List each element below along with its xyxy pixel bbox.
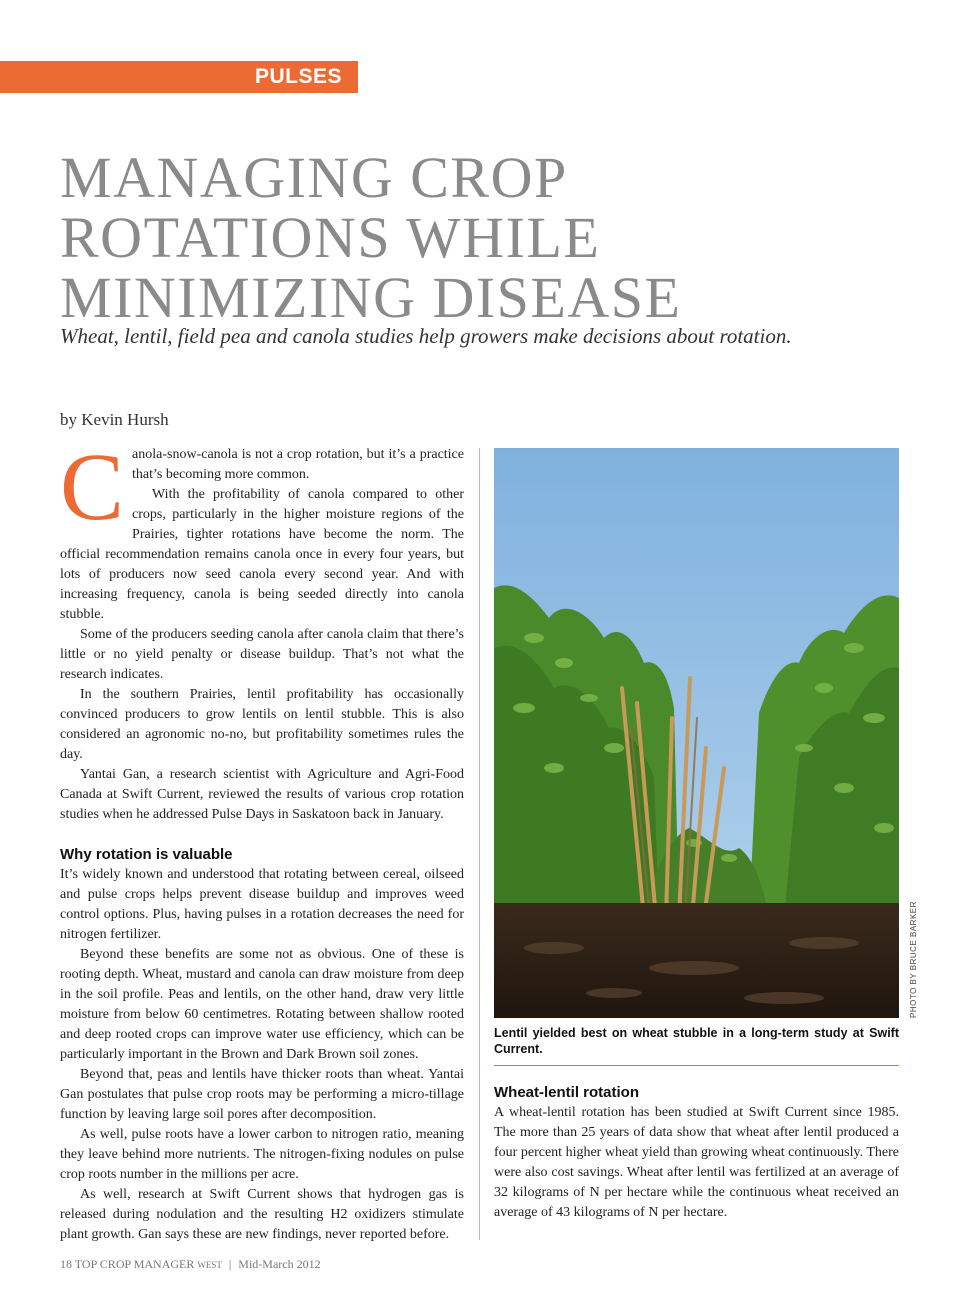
headline <box>60 145 682 330</box>
byline: by Kevin Hursh <box>60 410 169 429</box>
page-footer <box>60 1257 321 1272</box>
caption-divider <box>494 1065 899 1066</box>
paragraph: In the southern Prairies, lentil profitability has occasionally convinced producers to grow lentils on lentil stubble. This is also considered an agronomic no-no, but profitability sometimes rules the day. <box>60 687 464 762</box>
paragraph: With the profitability of canola compared to other crops, particularly in the higher moisture regions of the Prairies, tighter rotations have become the norm. The official recommendation remains canola once in every four years, but lots of producers now seed canola every second year. And with increasing frequency, canola is being seeded directly into canola stubble. <box>60 487 464 622</box>
article-column-right <box>494 1080 899 1223</box>
paragraph: Beyond that, peas and lentils have thicker roots than wheat. Yantai Gan postulates that pulse crop roots may be performing a micro-tillage function by leaving large soil pores after decomposition. <box>60 1067 464 1122</box>
column-divider <box>479 448 480 1240</box>
article-column-left <box>60 433 464 1245</box>
headline-line-2: ROTATIONS WHILE <box>60 205 601 270</box>
photo-credit: PHOTO BY BRUCE BARKER <box>909 901 918 1018</box>
drop-cap: C <box>60 433 125 540</box>
deck-subtitle: Wheat, lentil, field pea and canola studies help growers make decisions about rotation. <box>60 324 792 348</box>
paragraph-text: anola-snow-canola is not a crop rotation, but it’s a practice that’s becoming more common. <box>132 447 464 482</box>
subhead-wheat-lentil: Wheat-lentil rotation <box>494 1084 639 1101</box>
paragraph: Yantai Gan, a research scientist with Agriculture and Agri-Food Canada at Swift Current, reviewed the results of various crop rotation studies when he addressed Pulse Days in Saskatoon back in January. <box>60 767 464 822</box>
paragraph: As well, pulse roots have a lower carbon to nitrogen ratio, meaning they leave behind more nutrients. The nitrogen-fixing nodules on pulse crop roots number in the millions per acre. <box>60 1127 464 1182</box>
subhead-why-rotation: Why rotation is valuable <box>60 846 233 863</box>
issue-date: Mid-March 2012 <box>238 1257 321 1271</box>
page-number: 18 <box>60 1257 72 1271</box>
footer-separator: | <box>228 1257 232 1271</box>
paragraph <box>60 433 464 540</box>
paragraph: A wheat-lentil rotation has been studied at Swift Current since 1985. The more than 25 years of data show that wheat after lentil produced a four percent higher wheat yield than growing wheat continuously. There were also cost savings. Wheat after lentil was fertilized at an average of 32 kilograms of N per hectare while the continuous wheat received an average of 43 kilograms of N per hectare. <box>494 1105 899 1220</box>
magazine-edition: WEST <box>197 1260 222 1270</box>
magazine-name: TOP CROP MANAGER <box>74 1257 195 1271</box>
headline-line-1: MANAGING CROP <box>60 145 568 210</box>
paragraph: Some of the producers seeding canola after canola claim that there’s little or no yield penalty or disease buildup. That’s not what the research indicates. <box>60 627 464 682</box>
section-tab <box>0 61 358 93</box>
photo-caption: Lentil yielded best on wheat stubble in a long-term study at Swift Current. <box>494 1026 899 1056</box>
headline-line-3: MINIMIZING DISEASE <box>60 265 682 330</box>
section-label: PULSES <box>254 65 342 88</box>
paragraph: As well, research at Swift Current shows that hydrogen gas is released during nodulation and the resulting H2 oxidizers stimulate plant growth. Gan says these are new findings, never reported before. <box>60 1187 464 1242</box>
paragraph: It’s widely known and understood that rotating between cereal, oilseed and pulse crops helps prevent disease buildup and improves weed control options. Plus, having pulses in a rotation decreases the need for nitrogen fertilizer. <box>60 867 464 942</box>
lentil-field-photo <box>494 448 899 1018</box>
paragraph: Beyond these benefits are some not as obvious. One of these is rooting depth. Wheat, mustard and canola can draw moisture from deep in the soil profile. Peas and lentils, on the other hand, draw very little moisture from below 60 centimetres. Rotating between shallow rooted and deep rooted crops can improve water use efficiency, which can be particularly important in the Brown and Dark Brown soil zones. <box>60 947 464 1062</box>
